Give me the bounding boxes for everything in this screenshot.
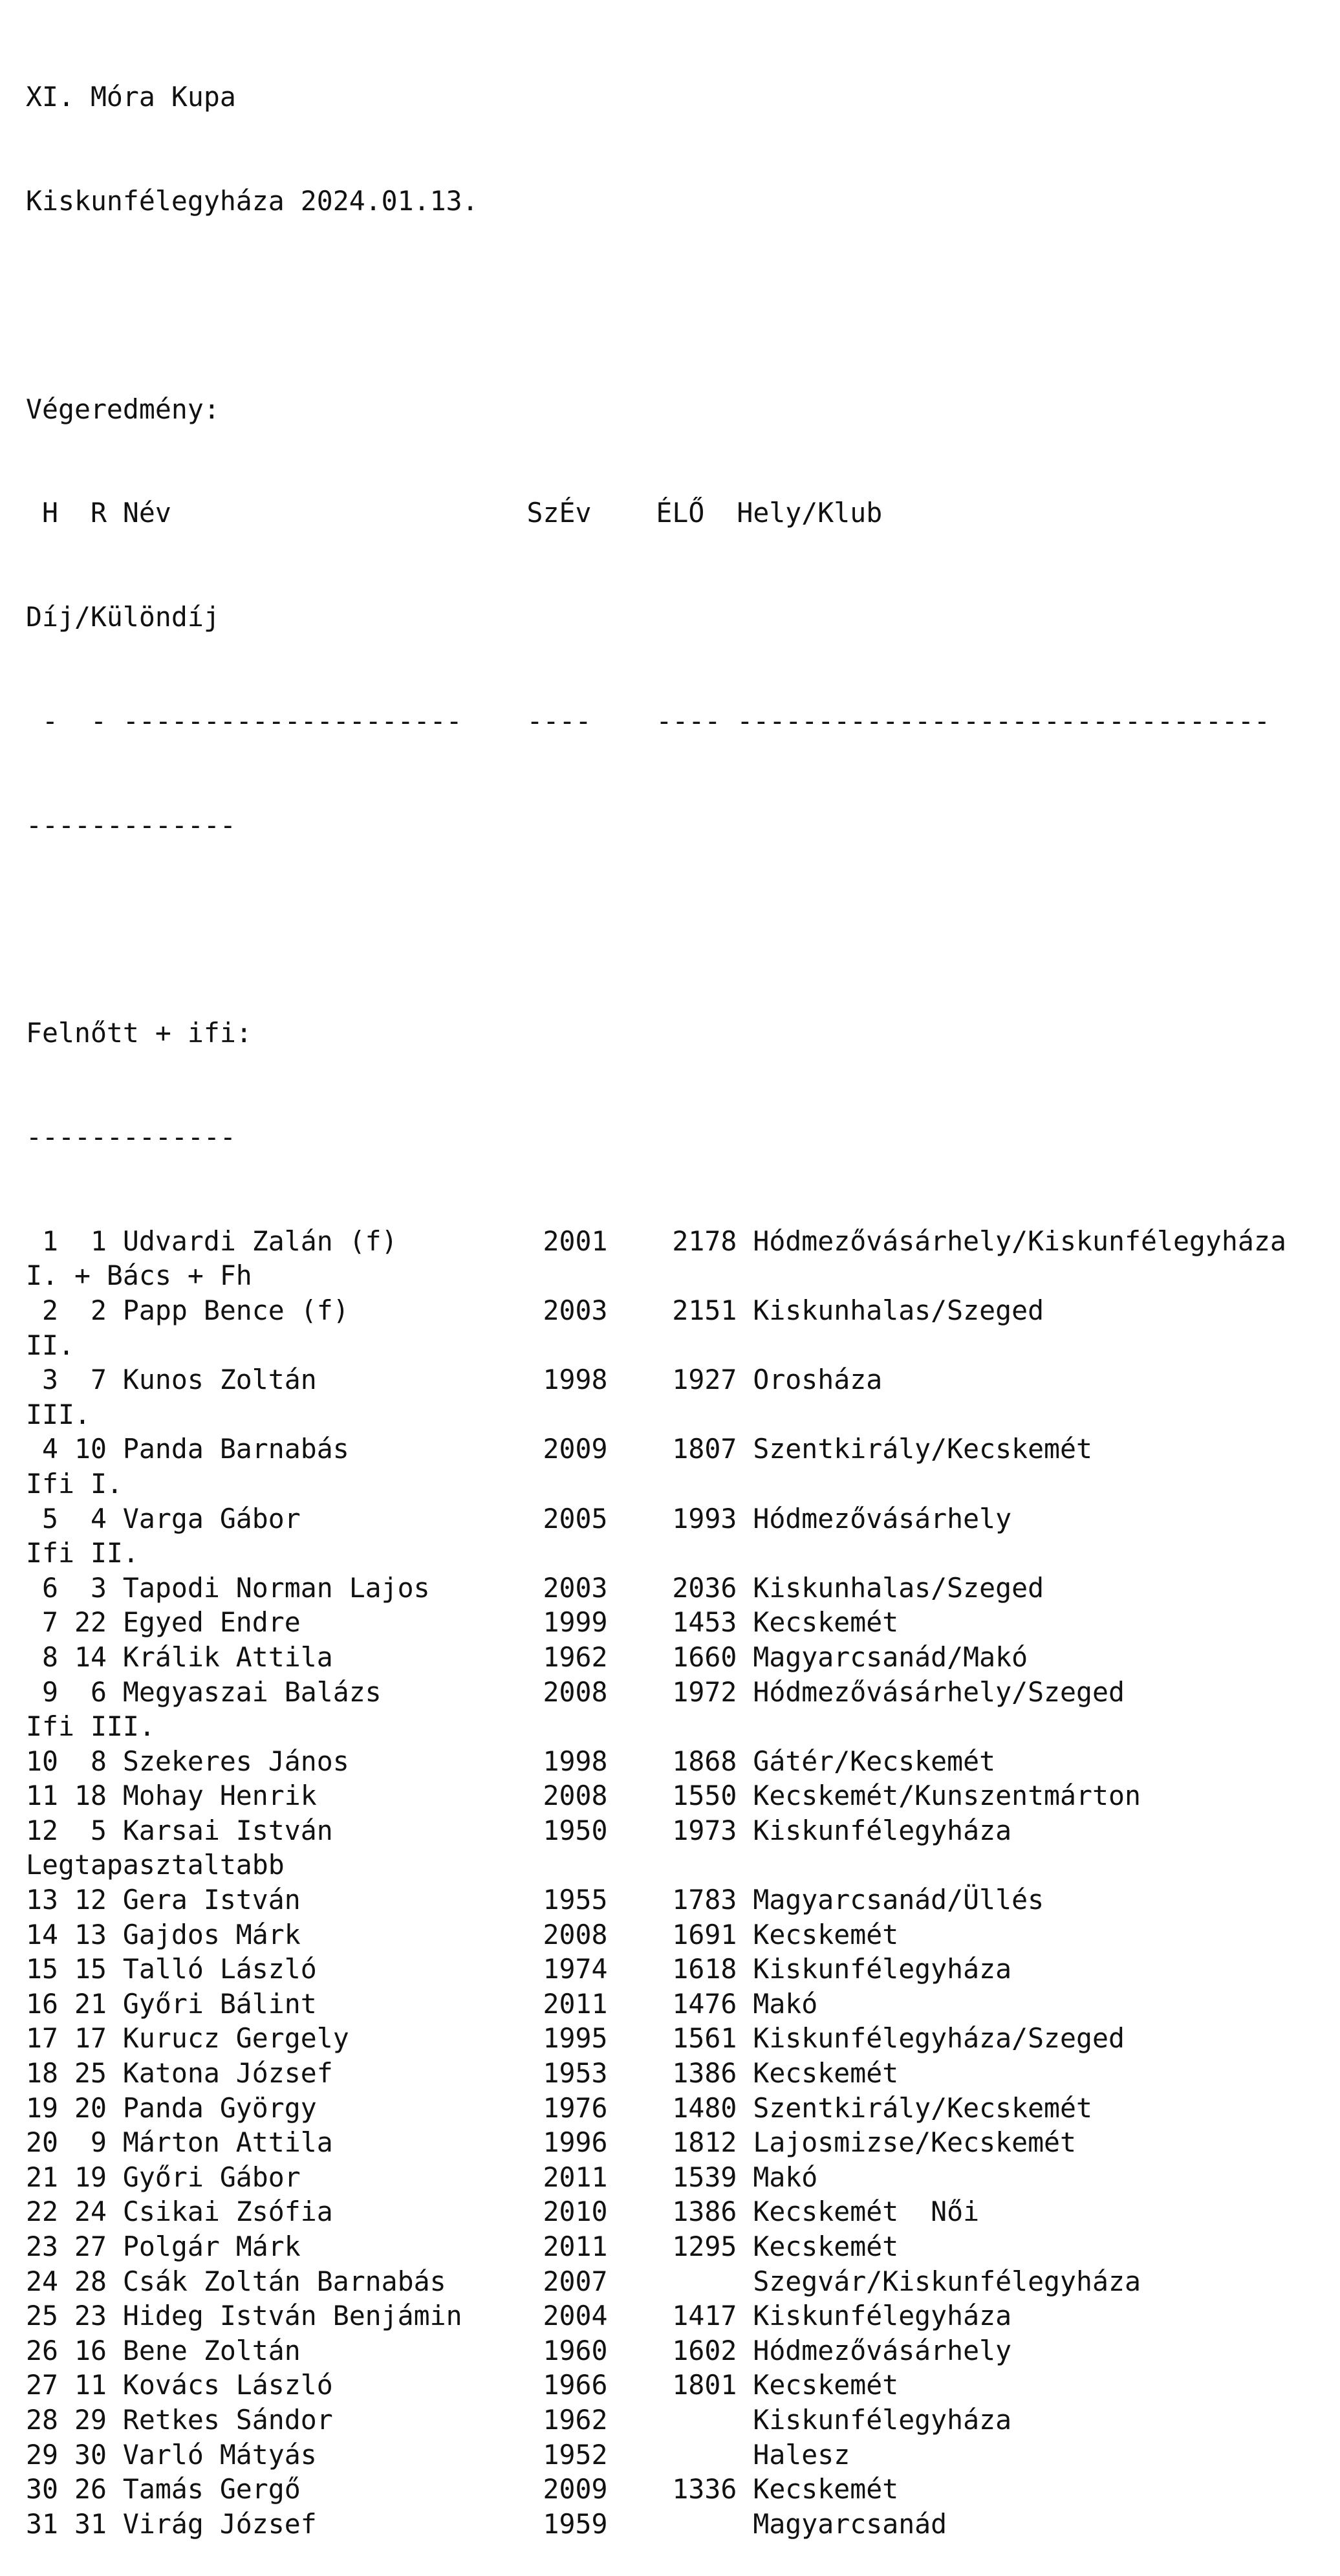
result-row: 13 12 Gera István 1955 1783 Magyarcsanád/Üllés bbox=[26, 1884, 1044, 1916]
prize-line: Ifi II. bbox=[26, 1537, 139, 1569]
result-row: 12 5 Karsai István 1950 1973 Kiskunfélegyháza bbox=[26, 1814, 1012, 1846]
result-row: 28 29 Retkes Sándor 1962 Kiskunfélegyháza bbox=[26, 2403, 1012, 2436]
result-row: 22 24 Csikai Zsófia 2010 1386 Kecskemét Női bbox=[26, 2196, 980, 2228]
result-row: 1 1 Udvardi Zalán (f) 2001 2178 Hódmezővásárhely/Kiskunfélegyháza bbox=[26, 1225, 1286, 1257]
prize-line: II. bbox=[26, 1329, 74, 1361]
prize-column-header: Díj/Különdíj bbox=[26, 601, 220, 633]
result-row: 11 18 Mohay Henrik 2008 1550 Kecskemét/Kunszentmárton bbox=[26, 1780, 1141, 1812]
prize-line: Ifi III. bbox=[26, 1710, 155, 1743]
result-row: 6 3 Tapodi Norman Lajos 2003 2036 Kiskunhalas/Szeged bbox=[26, 1571, 1044, 1604]
blank-line bbox=[26, 911, 1332, 946]
result-row: 5 4 Varga Gábor 2005 1993 Hódmezővásárhely bbox=[26, 1502, 1012, 1534]
results-list bbox=[26, 1224, 1332, 2542]
result-row: 29 30 Varló Mátyás 1952 Halesz bbox=[26, 2438, 850, 2471]
result-row: 16 21 Győri Bálint 2011 1476 Makó bbox=[26, 1987, 818, 2020]
result-row: 20 9 Márton Attila 1996 1812 Lajosmizse/Kecskemét bbox=[26, 2126, 1077, 2159]
result-row: 9 6 Megyaszai Balázs 2008 1972 Hódmezővásárhely/Szeged bbox=[26, 1675, 1125, 1708]
result-row: 10 8 Szekeres János 1998 1868 Gátér/Kecskemét bbox=[26, 1745, 996, 1777]
result-row: 3 7 Kunos Zoltán 1998 1927 Orosháza bbox=[26, 1364, 883, 1396]
result-row: 8 14 Králik Attila 1962 1660 Magyarcsanád/Makó bbox=[26, 1641, 1028, 1673]
result-row: 4 10 Panda Barnabás 2009 1807 Szentkirály/Kecskemét bbox=[26, 1433, 1093, 1465]
result-row: 19 20 Panda György 1976 1480 Szentkirály/Kecskemét bbox=[26, 2091, 1093, 2124]
result-row: 18 25 Katona József 1953 1386 Kecskemét bbox=[26, 2057, 899, 2090]
result-row: 24 28 Csák Zoltán Barnabás 2007 Szegvár/Kiskunfélegyháza bbox=[26, 2265, 1141, 2297]
prize-line: Legtapasztaltabb bbox=[26, 1849, 285, 1881]
final-results-label: Végeredmény: bbox=[26, 393, 220, 425]
header-rule: - - --------------------- ---- ---- --------------------------------- bbox=[26, 704, 1270, 737]
prize-line: I. + Bács + Fh bbox=[26, 1260, 252, 1292]
location-date: Kiskunfélegyháza 2024.01.13. bbox=[26, 184, 479, 217]
result-row: 30 26 Tamás Gergő 2009 1336 Kecskemét bbox=[26, 2473, 899, 2505]
result-row: 25 23 Hideg István Benjámin 2004 1417 Kiskunfélegyháza bbox=[26, 2300, 1012, 2332]
results-document bbox=[26, 10, 1332, 2576]
result-row: 26 16 Bene Zoltán 1960 1602 Hódmezővásárhely bbox=[26, 2334, 1012, 2366]
result-row: 14 13 Gajdos Márk 2008 1691 Kecskemét bbox=[26, 1918, 899, 1950]
tournament-title: XI. Móra Kupa bbox=[26, 81, 236, 113]
result-row: 23 27 Polgár Márk 2011 1295 Kecskemét bbox=[26, 2231, 899, 2262]
result-row: 7 22 Egyed Endre 1999 1453 Kecskemét bbox=[26, 1606, 899, 1639]
blank-line bbox=[26, 288, 1332, 323]
prize-line: Ifi I. bbox=[26, 1467, 123, 1500]
result-row: 27 11 Kovács László 1966 1801 Kecskemét bbox=[26, 2369, 899, 2401]
section-title: Felnőtt + ifi: bbox=[26, 1017, 252, 1049]
header-rule-wrap: ------------- bbox=[26, 809, 236, 841]
result-row: 21 19 Győri Gábor 2011 1539 Makó bbox=[26, 2161, 818, 2193]
result-row: 17 17 Kurucz Gergely 1995 1561 Kiskunfélegyháza/Szeged bbox=[26, 2022, 1125, 2055]
column-headers: H R Név SzÉv ÉLŐ Hely/Klub bbox=[26, 497, 883, 529]
result-row: 31 31 Virág József 1959 Magyarcsanád bbox=[26, 2507, 947, 2540]
section-underline: ------------- bbox=[26, 1121, 236, 1153]
result-row: 2 2 Papp Bence (f) 2003 2151 Kiskunhalas/Szeged bbox=[26, 1294, 1044, 1326]
result-row: 15 15 Talló László 1974 1618 Kiskunfélegyháza bbox=[26, 1953, 1012, 1985]
prize-line: III. bbox=[26, 1398, 91, 1430]
